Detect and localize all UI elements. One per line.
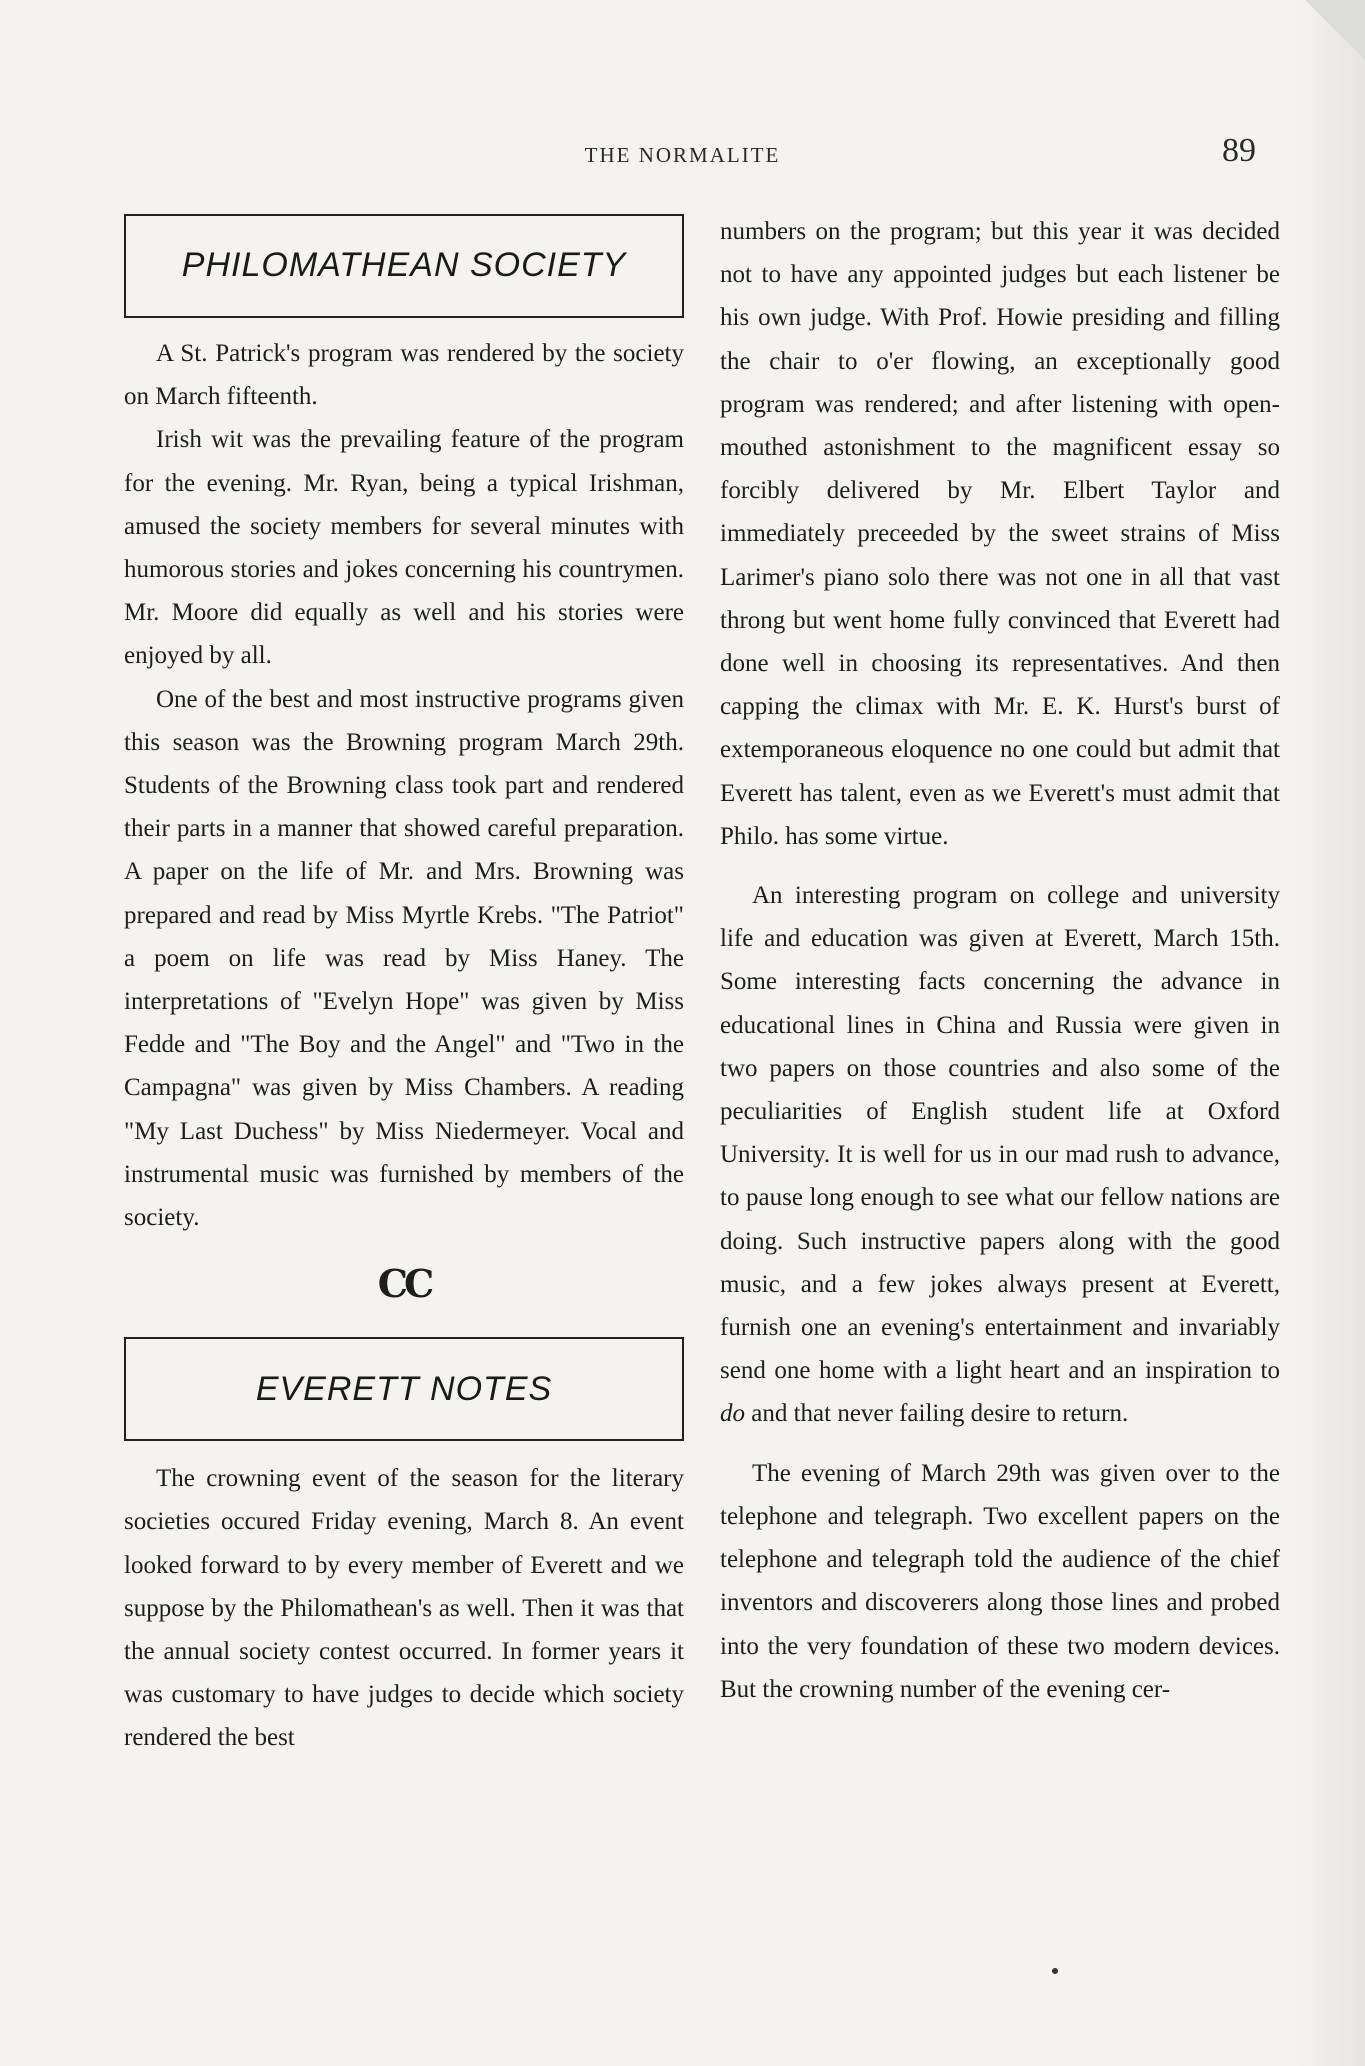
- philomathean-paragraph-3: One of the best and most instructive programs given this season was the Browning program March 29th. Students of the Browning class took part and rendered their parts in a manner that showed careful preparation. A paper on the life of Mr. and Mrs. Browning was prepared and read by Miss Myrtle Krebs. "The Patriot" a poem on life was read by Miss Haney. The interpretations of "Evelyn Hope" was given by Miss Fedde and "The Boy and the Angel" and "Two in the Campagna" was given by Miss Chambers. A reading "My Last Duchess" by Miss Niedermeyer. Vocal and instrumental music was furnished by members of the society.: [124, 685, 684, 1232]
- running-title: THE NORMALITE: [584, 143, 781, 167]
- everett-heading-box: [124, 1337, 684, 1441]
- right-column: [720, 210, 1280, 1711]
- everett-paragraph-2-text-a: An interesting program on college and university life and education was given at Everett, March 15th. Some interesting facts concerning the advance in educational lines in China and Russia were given in two papers on those countries and also some of the peculiarities of English student life at Oxford University. It is well for us in our mad rush to advance, to pause long enough to see what our fellow nations are doing. Such instructive papers along with the good music, and a few jokes always present at Everett, furnish one an evening's entertainment and invariably send one home with a light heart and an inspiration to: [720, 882, 1280, 1385]
- everett-paragraph-1-continued: numbers on the program; but this year it was decided not to have any appointed judges but each listener be his own judge. With Prof. Howie presiding and filling the chair to o'er flowing, an exceptionally good program was rendered; and after listening with open-mouthed astonishment to the magnificent essay so forcibly delivered by Mr. Elbert Taylor and immediately preceeded by the sweet strains of Miss Larimer's piano solo there was not one in all that vast throng but went home fully convinced that Everett had done well in choosing its representatives. And then capping the climax with Mr. E. K. Hurst's burst of extemporaneous eloquence no one could but admit that Everett has talent, even as we Everett's must admit that Philo. has some virtue.: [720, 218, 1280, 850]
- folded-corner: [1305, 0, 1365, 60]
- section-ornament: CC: [377, 1261, 431, 1307]
- philomathean-heading-box: [124, 214, 684, 318]
- page-edge-shadow: [1295, 0, 1365, 2066]
- philomathean-paragraph-2: Irish wit was the prevailing feature of the program for the evening. Mr. Ryan, being a typical Irishman, amused the society members for several minutes with humorous stories and jokes concerning his countrymen. Mr. Moore did equally as well and his stories were enjoyed by all.: [124, 426, 684, 670]
- everett-paragraph-2: [720, 874, 1280, 1436]
- everett-heading: EVERETT NOTES: [255, 1369, 553, 1408]
- everett-paragraph-2-italic: do: [720, 1400, 745, 1428]
- philomathean-paragraph-1: A St. Patrick's program was rendered by the society on March fifteenth.: [124, 340, 684, 411]
- left-column: [124, 210, 684, 1760]
- everett-paragraph-3: The evening of March 29th was given over to the telephone and telegraph. Two excellent papers on the telephone and telegraph told the audience of the chief inventors and discoverers along those lines and probed into the very foundation of these two modern devices. But the crowning number of the evening cer-: [720, 1459, 1280, 1703]
- printer-mark: [1052, 1968, 1058, 1974]
- page-number: 89: [1222, 132, 1256, 169]
- everett-paragraph-2-text-b: and that never failing desire to return.: [745, 1400, 1129, 1428]
- everett-paragraph-1: The crowning event of the season for the literary societies occured Friday evening, March 8. An event looked forward to by every member of Everett and we suppose by the Philomathean's as well. Then it was that the annual society contest occurred. In former years it was customary to have judges to decide which society rendered the best: [124, 1465, 684, 1752]
- philomathean-heading: PHILOMATHEAN SOCIETY: [181, 246, 627, 285]
